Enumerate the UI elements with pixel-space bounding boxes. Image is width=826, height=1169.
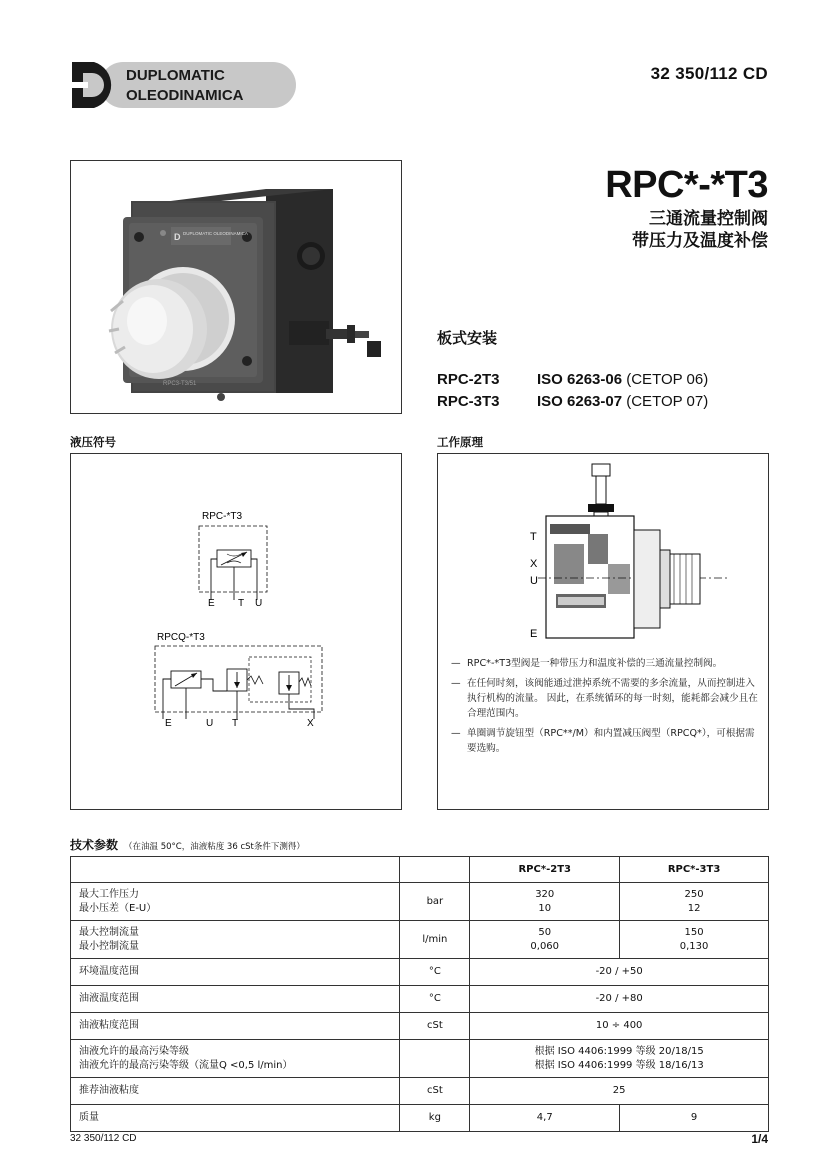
photo-plate-model: RPC3-T3/51 <box>163 381 197 387</box>
tech-header <box>71 857 400 883</box>
page-number: 1/4 <box>751 1132 768 1146</box>
unit-cell: l/min <box>400 921 470 959</box>
symbol1-port: T <box>238 598 245 609</box>
tech-note: （在油温 50°C，油液粘度 36 cSt条件下测得） <box>124 842 305 852</box>
value-cell: 4,7 <box>470 1105 620 1132</box>
value-cell: -20 / +80 <box>470 986 769 1013</box>
table-row <box>71 959 769 986</box>
footer-code: 32 350/112 CD <box>70 1133 137 1144</box>
variant-code: RPC-3T3 <box>437 393 500 410</box>
subtitle-line2: 带压力及温度补偿 <box>632 231 768 251</box>
variant-code: RPC-2T3 <box>437 371 500 388</box>
tech-header-row <box>71 857 769 883</box>
tech-title-text: 技术参数 <box>70 838 119 852</box>
param-cell: 最大控制流量 最小控制流量 <box>71 921 400 959</box>
tech-title <box>70 836 305 853</box>
table-row <box>71 1013 769 1040</box>
unit-cell: bar <box>400 883 470 921</box>
principle-port: X <box>530 558 538 570</box>
document-code: 32 350/112 CD <box>650 64 768 83</box>
tech-header: RPC*-3T3 <box>620 857 769 883</box>
unit-cell: °C <box>400 986 470 1013</box>
value-cell: 320 10 <box>470 883 620 921</box>
principle-port: U <box>530 575 538 587</box>
unit-cell: °C <box>400 959 470 986</box>
unit-cell: kg <box>400 1105 470 1132</box>
symbol2-port: T <box>232 718 239 729</box>
value-cell: 根据 ISO 4406:1999 等级 20/18/15 根据 ISO 4406:1999 等级 18/16/13 <box>470 1040 769 1078</box>
value-cell: -20 / +50 <box>470 959 769 986</box>
principle-port: E <box>530 628 538 640</box>
param-cell: 油液允许的最高污染等级 油液允许的最高污染等级（流量Q <0,5 l/min） <box>71 1040 400 1078</box>
param-cell: 环境温度范围 <box>71 959 400 986</box>
photo-plate-brand: DUPLOMATIC OLEODINAMICA <box>183 231 248 236</box>
param-cell: 油液温度范围 <box>71 986 400 1013</box>
symbol2-port: U <box>206 718 214 729</box>
param-cell: 最大工作压力 最小压差（E-U） <box>71 883 400 921</box>
tech-table <box>70 856 769 1132</box>
tech-header <box>400 857 470 883</box>
value-cell: 250 12 <box>620 883 769 921</box>
table-row <box>71 921 769 959</box>
symbol2-port: X <box>307 718 314 729</box>
symbol1-port: E <box>208 598 215 609</box>
brand-line2: OLEODINAMICA <box>126 87 244 104</box>
tech-header: RPC*-2T3 <box>470 857 620 883</box>
principle-list <box>452 656 764 761</box>
unit-cell <box>400 1040 470 1078</box>
unit-cell: cSt <box>400 1078 470 1105</box>
svg-text:D: D <box>174 232 181 242</box>
hydraulic-symbol-title: 液压符号 <box>70 435 116 449</box>
value-cell: 50 0,060 <box>470 921 620 959</box>
variant-row <box>437 393 708 410</box>
principle-title: 工作原理 <box>437 435 483 449</box>
param-cell: 推荐油液粘度 <box>71 1078 400 1105</box>
principle-item: — RPC*-*T3型阀是一种带压力和温度补偿的三通流量控制阀。 <box>452 656 764 671</box>
symbol2-port: E <box>165 718 172 729</box>
table-row <box>71 986 769 1013</box>
product-photo <box>70 160 402 414</box>
table-row <box>71 1078 769 1105</box>
variant-iso: ISO 6263-06 <box>537 371 623 388</box>
principle-item: — 单圈调节旋钮型（RPC**/M）和内置减压阀型（RPCQ*），可根据需要选购。 <box>452 726 764 756</box>
value-cell: 25 <box>470 1078 769 1105</box>
unit-cell: cSt <box>400 1013 470 1040</box>
table-row <box>71 1040 769 1078</box>
variant-iso: ISO 6263-07 <box>537 393 623 410</box>
symbol1-port: U <box>255 598 263 609</box>
param-cell: 质量 <box>71 1105 400 1132</box>
model-title: RPC*-*T3 <box>605 164 768 206</box>
value-cell: 9 <box>620 1105 769 1132</box>
value-cell: 150 0,130 <box>620 921 769 959</box>
hydraulic-symbol-box <box>70 453 402 810</box>
table-row <box>71 1105 769 1132</box>
mounting-type: 板式安装 <box>437 329 498 347</box>
brand-line1: DUPLOMATIC <box>126 67 225 84</box>
variant-cetop: (CETOP 06) <box>626 371 709 388</box>
symbol1-label: RPC-*T3 <box>202 511 243 522</box>
variant-cetop: (CETOP 07) <box>626 393 709 410</box>
param-cell: 油液粘度范围 <box>71 1013 400 1040</box>
table-row <box>71 883 769 921</box>
product-subtitle <box>632 208 768 252</box>
subtitle-line1: 三通流量控制阀 <box>649 209 768 229</box>
principle-item: — 在任何时刻，该阀能通过泄掉系统不需要的多余流量，从而控制进入执行机构的流量。 因此，在系统循环的每一时刻，能耗都会减少且在合理范围内。 <box>452 676 764 721</box>
variant-row <box>437 371 708 388</box>
symbol2-label: RPCQ-*T3 <box>157 632 205 643</box>
principle-port: T <box>530 531 537 543</box>
value-cell: 10 ÷ 400 <box>470 1013 769 1040</box>
brand-logo <box>70 60 298 110</box>
